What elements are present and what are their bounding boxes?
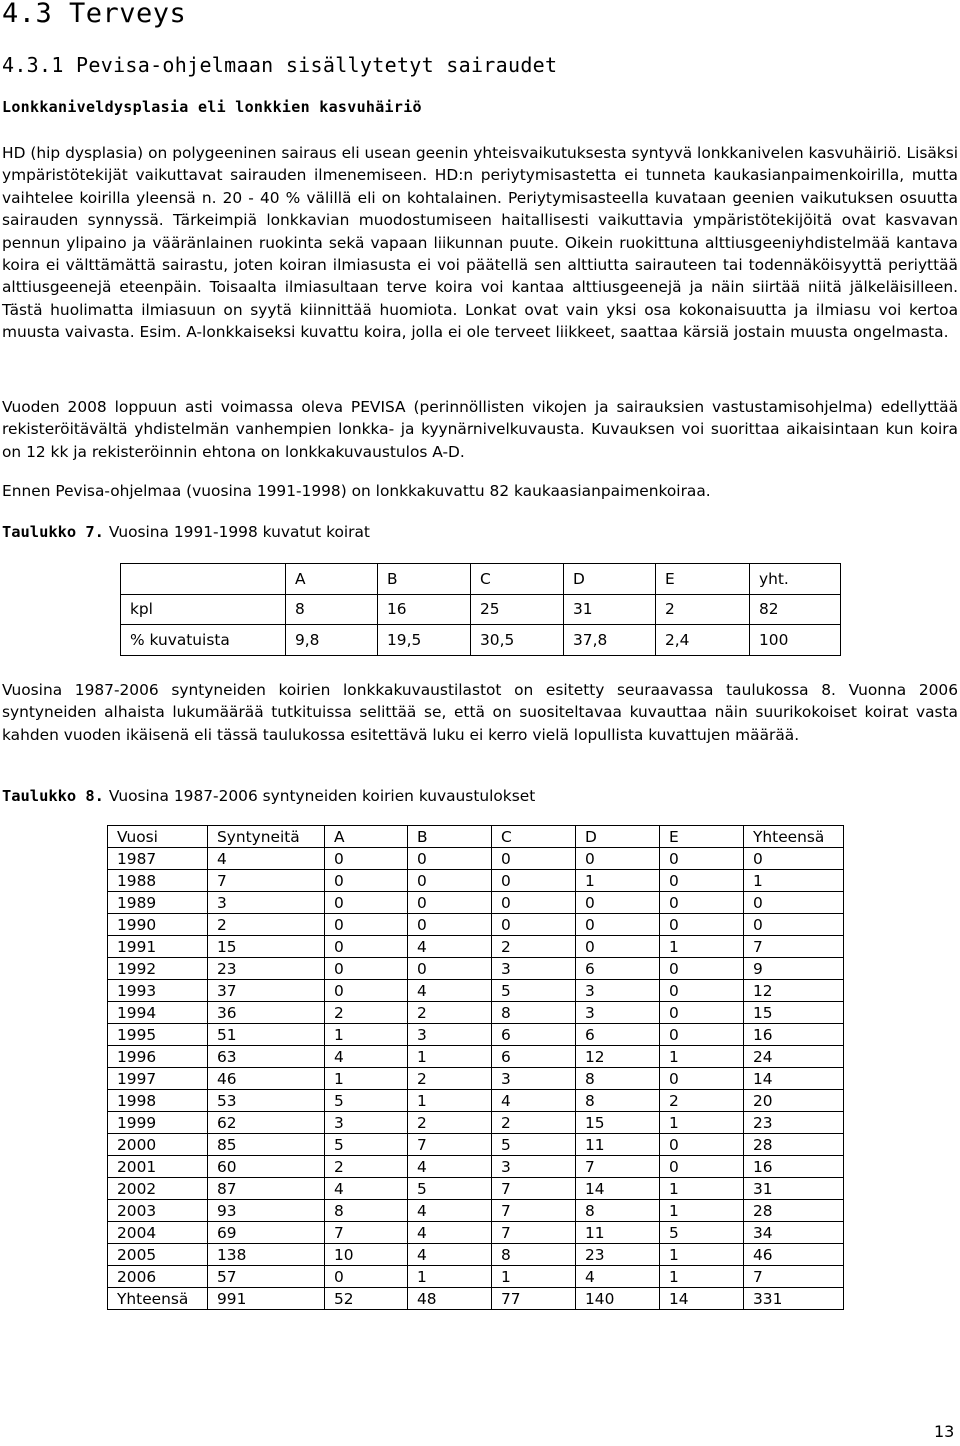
table-cell: 0: [408, 958, 492, 980]
table-cell: 1: [660, 1244, 744, 1266]
table-row: [108, 1178, 844, 1200]
table-cell: 63: [208, 1046, 325, 1068]
table-cell: 31: [744, 1178, 844, 1200]
table-cell: 8: [576, 1200, 660, 1222]
table-cell: 9,8: [286, 625, 378, 656]
table-cell: 4: [408, 1244, 492, 1266]
table-cell: 8: [492, 1002, 576, 1024]
table-cell: 1: [744, 870, 844, 892]
table-cell: 0: [660, 1024, 744, 1046]
table-header-cell: yht.: [750, 564, 841, 595]
table-cell: 1: [660, 1046, 744, 1068]
table-header-cell: D: [564, 564, 656, 595]
table-cell: 0: [744, 848, 844, 870]
table-cell: 15: [208, 936, 325, 958]
table-header-cell: A: [325, 826, 408, 848]
table-cell: 1999: [108, 1112, 208, 1134]
table-cell: 1: [660, 1266, 744, 1288]
table-cell: 20: [744, 1090, 844, 1112]
table-row: [108, 826, 844, 848]
table-cell: 16: [378, 594, 471, 625]
table-cell: 7: [744, 936, 844, 958]
table-cell: 2: [408, 1068, 492, 1090]
table-cell: 12: [744, 980, 844, 1002]
table-cell: 9: [744, 958, 844, 980]
table-cell: 14: [660, 1288, 744, 1310]
subsection-heading: 4.3.1 Pevisa-ohjelmaan sisällytetyt sairaudet: [2, 53, 558, 77]
table-cell: 6: [576, 1024, 660, 1046]
table-cell: 48: [408, 1288, 492, 1310]
table-cell: 1997: [108, 1068, 208, 1090]
table-header-cell: C: [492, 826, 576, 848]
table-cell: 2002: [108, 1178, 208, 1200]
table-cell: 140: [576, 1288, 660, 1310]
table-cell: 37: [208, 980, 325, 1002]
table-header-cell: [121, 564, 286, 595]
table-cell: 1990: [108, 914, 208, 936]
table-row: [108, 1200, 844, 1222]
table-cell: 138: [208, 1244, 325, 1266]
table-cell: kpl: [121, 594, 286, 625]
table-cell: 36: [208, 1002, 325, 1024]
table-cell: 0: [660, 980, 744, 1002]
table-cell: 87: [208, 1178, 325, 1200]
table-cell: 4: [325, 1178, 408, 1200]
table-cell: 1: [660, 936, 744, 958]
table-cell: 5: [325, 1090, 408, 1112]
table-cell: 2,4: [656, 625, 750, 656]
table-row: [108, 1134, 844, 1156]
table-cell: 1: [408, 1090, 492, 1112]
table-cell: 16: [744, 1156, 844, 1178]
table-cell: 15: [576, 1112, 660, 1134]
table-cell: 16: [744, 1024, 844, 1046]
table-header-cell: E: [660, 826, 744, 848]
table-cell: 1: [492, 1266, 576, 1288]
table-cell: 3: [576, 1002, 660, 1024]
table-cell: 2000: [108, 1134, 208, 1156]
table-row: [108, 936, 844, 958]
table-cell: 85: [208, 1134, 325, 1156]
table-cell: 1: [325, 1068, 408, 1090]
table-cell: 1: [660, 1112, 744, 1134]
table-cell: 2: [408, 1002, 492, 1024]
table-cell: 1993: [108, 980, 208, 1002]
table-cell: 2: [208, 914, 325, 936]
table-cell: 4: [576, 1266, 660, 1288]
paragraph-hd-description: HD (hip dysplasia) on polygeeninen sairaus eli usean geenin yhteisvaikutuksesta syntyvä lonkkanivelen kasvuhäiriö. Lisäksi ympäristötekijät vaikuttavat sairauden ilmenemiseen. HD:n periytymisastetta ei tunneta kaukasianpaimenkoirilla, mutta vaihtelee koirilla yleensä n. 20 - 40 % välillä eli on kohtalainen. Periytymisasteella kuvataan geenien vaikutuksen osuutta sairauden synnyssä. Tärkeimpiä lonkkavian muodostumiseen haitallisesti vaikuttavia ympäristötekijöitä ovat kasvavan pennun ylipaino ja vääränlainen ruokinta sekä vapaan liikunnan puute. Oikein ruokittuna alttiusgeeniyhdistelmää kantava koira ei välttämättä sairastu, joten koiran ilmiasusta ei voi päätellä sen alttiutta sairauteen tai todennäköisyyttä periyttää alttiusgeenejä eteenpäin. Toisaalta ilmiasultaan terve koira voi kantaa alttiusgeenejä ja näin siirtää niitä jälkeläisilleen. Tästä huolimatta ilmiasuun on syytä kiinnittää huomiota. Lonkat ovat vain yksi osa kokonaisuutta ja ilmiasu voi kertoa muusta vaivasta. Esim. A-lonkkaiseksi kuvattu koira, jolla ei ole terveet liikkeet, saattaa kärsiä jostain muusta ongelmasta.: [2, 144, 958, 342]
table-cell: 2004: [108, 1222, 208, 1244]
table-cell: 28: [744, 1200, 844, 1222]
table-cell: 0: [576, 936, 660, 958]
table-cell: 0: [576, 848, 660, 870]
table-cell: 0: [408, 892, 492, 914]
table-cell: 57: [208, 1266, 325, 1288]
table7-caption-text: Vuosina 1991-1998 kuvatut koirat: [103, 523, 370, 541]
table-cell: 0: [492, 892, 576, 914]
table-cell: 2: [408, 1112, 492, 1134]
section-heading: 4.3 Terveys: [2, 0, 187, 29]
table-cell: 60: [208, 1156, 325, 1178]
page-number: 13: [934, 1422, 955, 1441]
table-cell: 8: [576, 1068, 660, 1090]
table-cell: 15: [744, 1002, 844, 1024]
table-row: [108, 1046, 844, 1068]
table-header-cell: D: [576, 826, 660, 848]
table-cell: 3: [576, 980, 660, 1002]
table-cell: 5: [492, 980, 576, 1002]
table-cell: 1: [576, 870, 660, 892]
table-cell: 0: [660, 958, 744, 980]
table-cell: 5: [660, 1222, 744, 1244]
table-cell: 1998: [108, 1090, 208, 1112]
table-cell: 52: [325, 1288, 408, 1310]
table-cell: 4: [208, 848, 325, 870]
table-cell: 1: [325, 1024, 408, 1046]
table-cell: 2: [325, 1156, 408, 1178]
table-cell: 100: [750, 625, 841, 656]
table-cell: 0: [660, 848, 744, 870]
table-cell: 0: [325, 892, 408, 914]
table-cell: 4: [408, 1200, 492, 1222]
table-cell: 31: [564, 594, 656, 625]
table-row: [108, 1222, 844, 1244]
table-row: [108, 1090, 844, 1112]
table-cell: 51: [208, 1024, 325, 1046]
table-cell: 2: [656, 594, 750, 625]
table-cell: 3: [492, 958, 576, 980]
table-cell: 23: [744, 1112, 844, 1134]
table-cell: 0: [576, 892, 660, 914]
table-cell: 23: [576, 1244, 660, 1266]
table-cell: 82: [750, 594, 841, 625]
table-cell: 0: [492, 914, 576, 936]
table-cell: 93: [208, 1200, 325, 1222]
table-cell: 2: [660, 1090, 744, 1112]
table-cell: 0: [660, 1156, 744, 1178]
table-row: [108, 1156, 844, 1178]
table-cell: 7: [408, 1134, 492, 1156]
table-row: [108, 1068, 844, 1090]
table8-caption-text: Vuosina 1987-2006 syntyneiden koirien kuvaustulokset: [103, 787, 536, 805]
table-row: [121, 564, 841, 595]
table-cell: 14: [744, 1068, 844, 1090]
table-cell: 4: [408, 1156, 492, 1178]
table-cell: 0: [325, 914, 408, 936]
table-cell: 7: [744, 1266, 844, 1288]
table-cell: 0: [744, 914, 844, 936]
table-cell: 23: [208, 958, 325, 980]
topic-heading: Lonkkaniveldysplasia eli lonkkien kasvuhäiriö: [2, 98, 422, 116]
table-cell: 0: [325, 958, 408, 980]
table-cell: 0: [408, 870, 492, 892]
table-cell: 0: [325, 1266, 408, 1288]
table-header-cell: E: [656, 564, 750, 595]
table-cell: 8: [492, 1244, 576, 1266]
table-cell: 1994: [108, 1002, 208, 1024]
table-row: [108, 980, 844, 1002]
table-cell: 10: [325, 1244, 408, 1266]
table-cell: 4: [492, 1090, 576, 1112]
paragraph-before-pevisa: Ennen Pevisa-ohjelmaa (vuosina 1991-1998) on lonkkakuvattu 82 kaukaasianpaimenkoiraa.: [2, 482, 711, 500]
table-cell: 34: [744, 1222, 844, 1244]
table-cell: 4: [325, 1046, 408, 1068]
table-cell: 0: [660, 892, 744, 914]
table-cell: 0: [660, 1002, 744, 1024]
table-cell: 1995: [108, 1024, 208, 1046]
table-cell: 0: [660, 870, 744, 892]
table-cell: 2: [492, 1112, 576, 1134]
table-header-cell: Vuosi: [108, 826, 208, 848]
table-cell: 0: [660, 1068, 744, 1090]
table-row: [108, 848, 844, 870]
table-cell: 4: [408, 980, 492, 1002]
table-cell: 7: [492, 1178, 576, 1200]
table-cell: 0: [492, 870, 576, 892]
table-cell: 28: [744, 1134, 844, 1156]
table-cell: 5: [492, 1134, 576, 1156]
table-8: [107, 825, 844, 1310]
table-cell: 8: [325, 1200, 408, 1222]
table-header-cell: B: [378, 564, 471, 595]
table-cell: 991: [208, 1288, 325, 1310]
table-row: [121, 625, 841, 656]
table-cell: 2: [325, 1002, 408, 1024]
table-cell: 0: [325, 848, 408, 870]
table-cell: 3: [208, 892, 325, 914]
table-cell: 11: [576, 1222, 660, 1244]
paragraph-statistics: Vuosina 1987-2006 syntyneiden koirien lonkkakuvaustilastot on esitetty seuraavassa taulukossa 8. Vuonna 2006 syntyneiden alhaista lukumäärää tutkituissa selittää se, että on suositeltavaa kuvauttaa näin suurikokoiset koirat vasta kahden vuoden ikäisenä eli tässä taulukossa esitettävä luku ei kerro vielä lopullista kuvattujen määrää.: [2, 681, 958, 744]
table-row: [108, 1024, 844, 1046]
table-cell: 4: [408, 1222, 492, 1244]
table-cell: 24: [744, 1046, 844, 1068]
table-cell: 3: [492, 1068, 576, 1090]
table-cell: 6: [492, 1046, 576, 1068]
table-cell: 25: [471, 594, 564, 625]
table-cell: % kuvatuista: [121, 625, 286, 656]
table-cell: 1991: [108, 936, 208, 958]
table-cell: 0: [408, 914, 492, 936]
table-cell: Yhteensä: [108, 1288, 208, 1310]
table-row: [121, 594, 841, 625]
table-cell: 62: [208, 1112, 325, 1134]
table-cell: 14: [576, 1178, 660, 1200]
table-cell: 6: [576, 958, 660, 980]
table-cell: 12: [576, 1046, 660, 1068]
table-cell: 19,5: [378, 625, 471, 656]
table-cell: 11: [576, 1134, 660, 1156]
table-cell: 3: [325, 1112, 408, 1134]
table-cell: 69: [208, 1222, 325, 1244]
table-cell: 1: [660, 1178, 744, 1200]
table-cell: 0: [744, 892, 844, 914]
table-row: [108, 1002, 844, 1024]
table-cell: 1989: [108, 892, 208, 914]
table-cell: 53: [208, 1090, 325, 1112]
table-cell: 1: [408, 1266, 492, 1288]
table-header-cell: B: [408, 826, 492, 848]
table-cell: 3: [492, 1156, 576, 1178]
table-cell: 7: [492, 1200, 576, 1222]
table8-caption: [2, 785, 535, 807]
table-cell: 0: [325, 936, 408, 958]
table7-caption: [2, 521, 370, 543]
table-cell: 0: [576, 914, 660, 936]
table-cell: 0: [492, 848, 576, 870]
table-cell: 30,5: [471, 625, 564, 656]
table-cell: 4: [408, 936, 492, 958]
table-row: [108, 870, 844, 892]
table-cell: 2005: [108, 1244, 208, 1266]
table-cell: 37,8: [564, 625, 656, 656]
table-cell: 7: [208, 870, 325, 892]
table-cell: 2006: [108, 1266, 208, 1288]
table-7: [120, 563, 841, 656]
table-cell: 0: [325, 870, 408, 892]
table-row: [108, 892, 844, 914]
table-cell: 0: [325, 980, 408, 1002]
table-cell: 2003: [108, 1200, 208, 1222]
table-row: [108, 1112, 844, 1134]
table-header-cell: A: [286, 564, 378, 595]
table-cell: 0: [408, 848, 492, 870]
table-header-cell: Yhteensä: [744, 826, 844, 848]
paragraph-pevisa: Vuoden 2008 loppuun asti voimassa oleva PEVISA (perinnöllisten vikojen ja sairauksien vastustamisohjelma) edellyttää rekisteröitävältä yhdistelmän vanhempien lonkka- ja kyynärnivelkuvausta. Kuvauksen voi suorittaa aikaisintaan kun koira on 12 kk ja rekisteröinnin ehtona on lonkkakuvaustulos A-D.: [2, 398, 958, 461]
table-cell: 46: [744, 1244, 844, 1266]
table-cell: 77: [492, 1288, 576, 1310]
table7-caption-label: Taulukko 7.: [2, 523, 104, 541]
table-cell: 0: [660, 914, 744, 936]
table-row: [108, 914, 844, 936]
table-cell: 5: [408, 1178, 492, 1200]
table-cell: 7: [325, 1222, 408, 1244]
table-cell: 8: [576, 1090, 660, 1112]
table-cell: 1: [408, 1046, 492, 1068]
table-cell: 2001: [108, 1156, 208, 1178]
table-cell: 1996: [108, 1046, 208, 1068]
table-cell: 5: [325, 1134, 408, 1156]
table-row: [108, 958, 844, 980]
table-cell: 1988: [108, 870, 208, 892]
table-cell: 2: [492, 936, 576, 958]
table-cell: 7: [492, 1222, 576, 1244]
table-header-cell: C: [471, 564, 564, 595]
table8-caption-label: Taulukko 8.: [2, 787, 104, 805]
table-row: [108, 1266, 844, 1288]
table-header-cell: Syntyneitä: [208, 826, 325, 848]
table-row: [108, 1288, 844, 1310]
table-cell: 46: [208, 1068, 325, 1090]
table-cell: 0: [660, 1134, 744, 1156]
table-cell: 3: [408, 1024, 492, 1046]
table-cell: 6: [492, 1024, 576, 1046]
table-cell: 8: [286, 594, 378, 625]
table-cell: 1992: [108, 958, 208, 980]
table-cell: 7: [576, 1156, 660, 1178]
table-row: [108, 1244, 844, 1266]
table-cell: 1987: [108, 848, 208, 870]
table-cell: 1: [660, 1200, 744, 1222]
table-cell: 331: [744, 1288, 844, 1310]
